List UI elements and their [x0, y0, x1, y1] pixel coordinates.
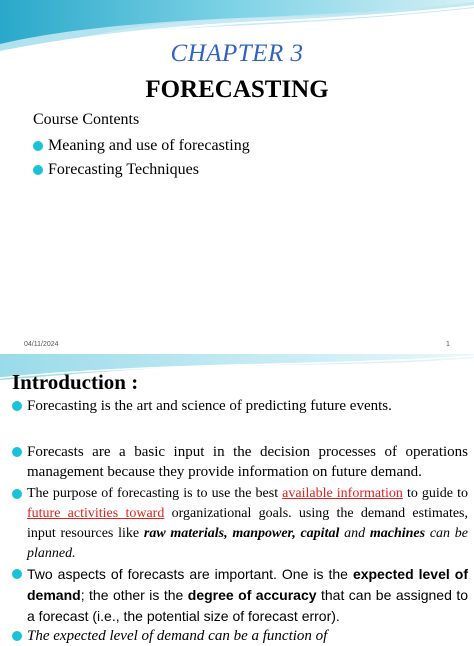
list-item: [33, 134, 250, 158]
emphasis-text: expected level of demand: [27, 566, 468, 603]
bullet-dot-icon: [12, 489, 22, 499]
paragraph-text: Forecasts are a basic input in the decision processes of operations management because they provide information on future demand.: [27, 444, 468, 480]
list-item-label: Meaning and use of forecasting: [48, 137, 250, 154]
list-item: [33, 158, 250, 182]
highlighted-text: available information: [282, 486, 403, 501]
text-run: that can be assigned to a forecast (i.e., the potential size of forecast error).: [27, 587, 468, 624]
text-run: can be planned.: [27, 526, 469, 561]
highlighted-text: future activities toward: [27, 506, 165, 521]
text-run: Two aspects of forecasts are important. One is the: [27, 566, 353, 582]
slide-title: FORECASTING: [145, 76, 329, 103]
bullet-paragraph: [12, 442, 468, 482]
footer-date: 04/11/2024: [24, 341, 59, 348]
emphasis-text: machines: [369, 526, 426, 541]
bullet-dot-icon: [12, 631, 22, 641]
bullet-dot-icon: [12, 569, 22, 579]
text-run: and: [339, 526, 370, 541]
paragraph-text: [12, 484, 468, 564]
bullet-paragraph: [12, 484, 468, 564]
list-item-label: Forecasting Techniques: [48, 161, 199, 178]
text-run: organizational goals. using the demand estimates, input resources like: [27, 506, 468, 541]
chapter-heading: CHAPTER 3: [170, 40, 304, 67]
text-run: to guide to: [402, 486, 468, 501]
paragraph-text: Forecasting is the art and science of predicting future events.: [27, 398, 392, 414]
emphasis-text: raw materials, manpower, capital: [143, 526, 340, 541]
text-run: ; the other is the: [80, 587, 188, 603]
bullet-dot-icon: [33, 141, 43, 151]
bullet-paragraph: [12, 396, 468, 416]
bullet-dot-icon: [12, 401, 22, 411]
course-contents-list: [33, 134, 250, 182]
course-contents-heading: Course Contents: [33, 111, 140, 128]
bullet-paragraph: [12, 626, 468, 646]
bullet-dot-icon: [33, 165, 43, 175]
bullet-paragraph: [12, 564, 468, 627]
bullet-dot-icon: [12, 447, 22, 457]
paragraph-text: The expected level of demand can be a function of: [27, 628, 328, 644]
paragraph-text: [12, 564, 468, 627]
emphasis-text: degree of accuracy: [187, 587, 317, 603]
slide-2: [0, 354, 474, 644]
footer-page-number: 1: [446, 341, 450, 348]
introduction-heading: Introduction :: [12, 370, 139, 394]
text-run: The purpose of forecasting is to use the best: [27, 486, 283, 501]
